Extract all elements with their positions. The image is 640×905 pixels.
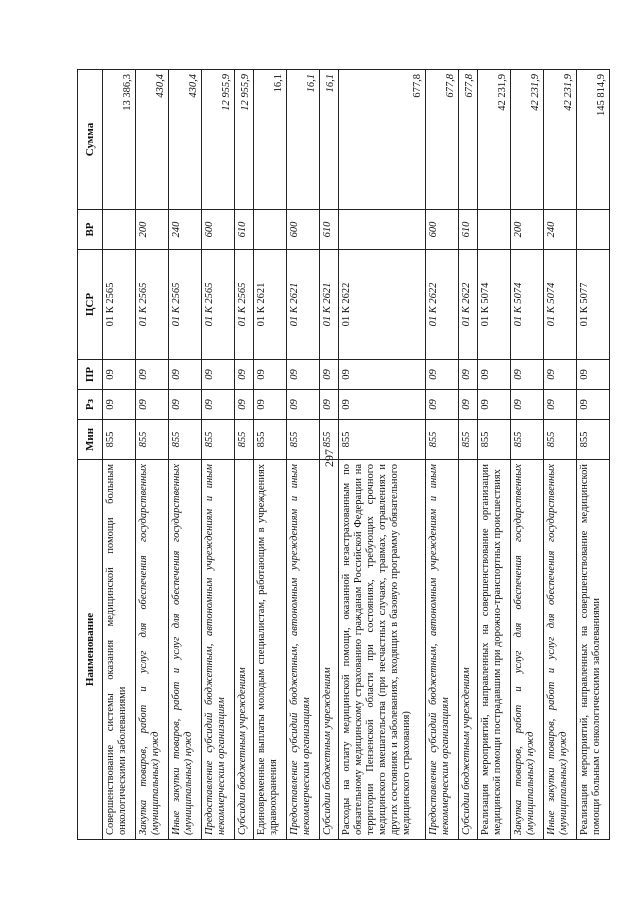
row-sum: 677,8 bbox=[338, 70, 425, 210]
row-csr: 01 К 5077 bbox=[577, 250, 610, 360]
table-row bbox=[544, 70, 577, 840]
row-csr: 01 К 2565 bbox=[103, 250, 136, 360]
row-min: 855 bbox=[201, 420, 234, 460]
row-pr: 09 bbox=[135, 360, 168, 390]
budget-table bbox=[77, 69, 610, 840]
row-vr: 200 bbox=[511, 210, 544, 250]
row-csr: 01 К 2621 bbox=[253, 250, 286, 360]
row-csr: 01 К 2622 bbox=[338, 250, 425, 360]
row-csr: 01 К 5074 bbox=[544, 250, 577, 360]
row-rz: 09 bbox=[544, 390, 577, 420]
row-rz: 09 bbox=[511, 390, 544, 420]
row-pr: 09 bbox=[286, 360, 319, 390]
row-rz: 09 bbox=[234, 390, 253, 420]
header-vr: ВР bbox=[78, 210, 103, 250]
row-min: 855 bbox=[338, 420, 425, 460]
table-row bbox=[201, 70, 234, 840]
row-min: 855 bbox=[253, 420, 286, 460]
row-name: Предоставление субсидий бюджетным, автономным учреждениям и иным некоммерческим организациям bbox=[426, 460, 459, 840]
table-row bbox=[168, 70, 201, 840]
row-vr: 240 bbox=[544, 210, 577, 250]
row-sum: 42 231,9 bbox=[478, 70, 511, 210]
row-vr bbox=[577, 210, 610, 250]
row-min: 855 bbox=[544, 420, 577, 460]
row-csr: 01 К 5074 bbox=[478, 250, 511, 360]
row-rz: 09 bbox=[103, 390, 136, 420]
row-vr: 200 bbox=[135, 210, 168, 250]
row-vr: 600 bbox=[426, 210, 459, 250]
row-name: Расходы на оплату медицинской помощи, оказанной незастрахованным по обязательному медицинскому страхованию гражданам Российской Федерации на территории Пензенской области при состояниях, требующих срочного медицинского вмешательства (при несчастных случаях, травмах, отравлениях и других состояниях и заболеваниях, входящих в базовую программу обязательного медицинского страхования) bbox=[338, 460, 425, 840]
row-vr bbox=[338, 210, 425, 250]
row-csr: 01 К 2565 bbox=[234, 250, 253, 360]
row-name: Иные закупки товаров, работ и услуг для обеспечения государственных (муниципальных) нужд bbox=[168, 460, 201, 840]
table-row bbox=[511, 70, 544, 840]
row-rz: 09 bbox=[253, 390, 286, 420]
row-vr bbox=[478, 210, 511, 250]
page-number: 297 bbox=[321, 449, 336, 467]
row-rz: 09 bbox=[577, 390, 610, 420]
row-pr: 09 bbox=[459, 360, 478, 390]
table-row bbox=[135, 70, 168, 840]
row-name: Закупка товаров, работ и услуг для обеспечения государственных (муниципальных) нужд bbox=[511, 460, 544, 840]
row-name: Субсидии бюджетным учреждениям bbox=[319, 460, 338, 840]
row-csr: 01 К 2565 bbox=[201, 250, 234, 360]
row-rz: 09 bbox=[286, 390, 319, 420]
table-row bbox=[426, 70, 459, 840]
row-rz: 09 bbox=[319, 390, 338, 420]
row-name: Единовременные выплаты молодым специалистам, работающим в учреждениях здравоохранения bbox=[253, 460, 286, 840]
row-name: Иные закупки товаров, работ и услуг для обеспечения государственных (муниципальных) нужд bbox=[544, 460, 577, 840]
header-rz: Рз bbox=[78, 390, 103, 420]
row-pr: 09 bbox=[511, 360, 544, 390]
budget-table-sheet bbox=[77, 70, 610, 840]
header-csr: ЦСР bbox=[78, 250, 103, 360]
row-sum: 16,1 bbox=[286, 70, 319, 210]
row-min: 855 bbox=[511, 420, 544, 460]
row-sum: 16,1 bbox=[253, 70, 286, 210]
row-sum: 677,8 bbox=[459, 70, 478, 210]
row-vr bbox=[103, 210, 136, 250]
row-pr: 09 bbox=[253, 360, 286, 390]
row-rz: 09 bbox=[478, 390, 511, 420]
table-row bbox=[338, 70, 425, 840]
row-pr: 09 bbox=[234, 360, 253, 390]
row-pr: 09 bbox=[478, 360, 511, 390]
row-min: 855 bbox=[103, 420, 136, 460]
header-name: Наименование bbox=[78, 460, 103, 840]
row-vr: 610 bbox=[234, 210, 253, 250]
row-vr: 240 bbox=[168, 210, 201, 250]
row-name: Реализация мероприятий, направленных на совершенствование медицинской помощи больным с онкологическими заболеваниями bbox=[577, 460, 610, 840]
row-pr: 09 bbox=[103, 360, 136, 390]
row-csr: 01 К 2622 bbox=[459, 250, 478, 360]
row-pr: 09 bbox=[168, 360, 201, 390]
row-rz: 09 bbox=[459, 390, 478, 420]
row-name: Предоставление субсидий бюджетным, автономным учреждениям и иным некоммерческим организациям bbox=[286, 460, 319, 840]
table-row bbox=[253, 70, 286, 840]
header-pr: ПР bbox=[78, 360, 103, 390]
table-row bbox=[319, 70, 338, 840]
row-rz: 09 bbox=[338, 390, 425, 420]
row-sum: 13 386,3 bbox=[103, 70, 136, 210]
row-sum: 16,1 bbox=[319, 70, 338, 210]
row-min: 855 bbox=[426, 420, 459, 460]
row-name: Субсидии бюджетным учреждениям bbox=[459, 460, 478, 840]
row-min: 855 bbox=[168, 420, 201, 460]
row-min: 855 bbox=[459, 420, 478, 460]
row-csr: 01 К 5074 bbox=[511, 250, 544, 360]
row-name: Закупка товаров, работ и услуг для обеспечения государственных (муниципальных) нужд bbox=[135, 460, 168, 840]
row-sum: 145 814,9 bbox=[577, 70, 610, 210]
row-csr: 01 К 2565 bbox=[135, 250, 168, 360]
row-sum: 42 231,9 bbox=[511, 70, 544, 210]
row-pr: 09 bbox=[577, 360, 610, 390]
row-rz: 09 bbox=[426, 390, 459, 420]
row-sum: 430,4 bbox=[135, 70, 168, 210]
row-sum: 12 955,9 bbox=[234, 70, 253, 210]
row-sum: 42 231,9 bbox=[544, 70, 577, 210]
row-pr: 09 bbox=[544, 360, 577, 390]
header-min: Мин bbox=[78, 420, 103, 460]
table-body bbox=[103, 70, 610, 840]
table-header-row bbox=[78, 70, 103, 840]
row-min: 855 bbox=[286, 420, 319, 460]
header-sum: Сумма bbox=[78, 70, 103, 210]
row-min: 855 bbox=[234, 420, 253, 460]
row-vr: 600 bbox=[286, 210, 319, 250]
table-row bbox=[103, 70, 136, 840]
row-sum: 677,8 bbox=[426, 70, 459, 210]
row-min: 855 bbox=[319, 420, 338, 460]
row-pr: 09 bbox=[201, 360, 234, 390]
table-row bbox=[234, 70, 253, 840]
row-csr: 01 К 2621 bbox=[319, 250, 338, 360]
row-csr: 01 К 2565 bbox=[168, 250, 201, 360]
row-csr: 01 К 2622 bbox=[426, 250, 459, 360]
row-vr: 610 bbox=[459, 210, 478, 250]
row-min: 855 bbox=[478, 420, 511, 460]
row-vr: 610 bbox=[319, 210, 338, 250]
row-rz: 09 bbox=[168, 390, 201, 420]
row-vr bbox=[253, 210, 286, 250]
row-name: Совершенствование системы оказания медицинской помощи больным онкологическими заболеваниями bbox=[103, 460, 136, 840]
row-sum: 430,4 bbox=[168, 70, 201, 210]
table-row bbox=[459, 70, 478, 840]
row-min: 855 bbox=[577, 420, 610, 460]
row-vr: 600 bbox=[201, 210, 234, 250]
row-rz: 09 bbox=[135, 390, 168, 420]
row-pr: 09 bbox=[338, 360, 425, 390]
row-rz: 09 bbox=[201, 390, 234, 420]
row-pr: 09 bbox=[426, 360, 459, 390]
row-name: Реализация мероприятий, направленных на совершенствование организации медицинской помощи пострадавшим при дорожно-транспортных происшествиях bbox=[478, 460, 511, 840]
row-name: Предоставление субсидий бюджетным, автономным учреждениям и иным некоммерческим организациям bbox=[201, 460, 234, 840]
row-min: 855 bbox=[135, 420, 168, 460]
row-csr: 01 К 2621 bbox=[286, 250, 319, 360]
row-sum: 12 955,9 bbox=[201, 70, 234, 210]
table-row bbox=[286, 70, 319, 840]
table-row bbox=[577, 70, 610, 840]
table-row bbox=[478, 70, 511, 840]
row-name: Субсидии бюджетным учреждениям bbox=[234, 460, 253, 840]
row-pr: 09 bbox=[319, 360, 338, 390]
